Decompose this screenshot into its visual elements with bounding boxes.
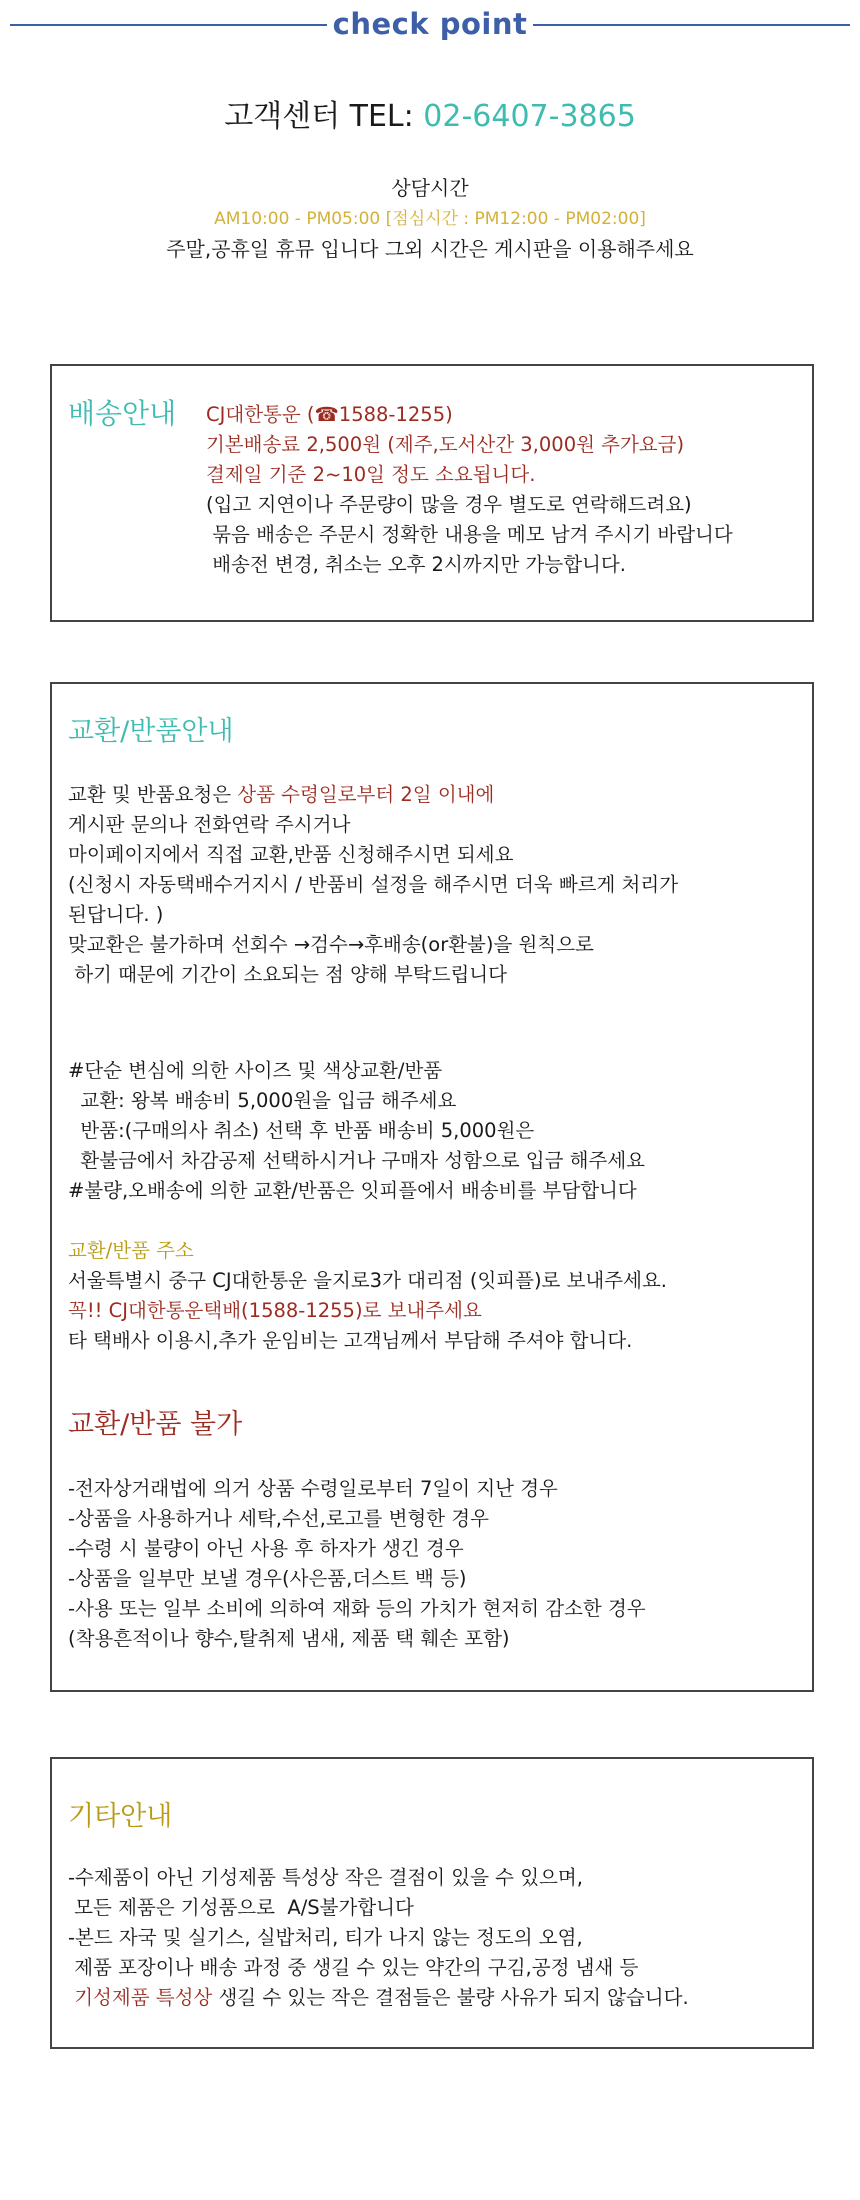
unavailable-line: -상품을 사용하거나 세탁,수선,로고를 변형한 경우 [68, 1507, 489, 1530]
tel-number: 02-6407-3865 [423, 99, 636, 134]
carrier-note: 꼭!! CJ대한통운택배(1588-1255)로 보내주세요 [68, 1299, 482, 1322]
hours-text: AM10:00 - PM05:00 [점심시간 : PM12:00 - PM02:00] [214, 209, 646, 229]
shipping-section [50, 364, 814, 622]
unavailable-line: -상품을 일부만 보낼 경우(사은품,더스트 백 등) [68, 1567, 467, 1590]
policy-line: #불량,오배송에 의한 교환/반품은 잇피플에서 배송비를 부담합니다 [68, 1179, 637, 1202]
intro-line: (신청시 자동택배수거지시 / 반품비 설정을 해주시면 더욱 빠르게 처리가 [68, 873, 679, 896]
exchange-address [68, 1236, 667, 1356]
shipping-lines [206, 400, 733, 580]
address-title: 교환/반품 주소 [68, 1239, 194, 1262]
policy-line: 반품:(구매의사 취소) 선택 후 반품 배송비 5,000원은 [68, 1119, 535, 1142]
shipping-carrier: CJ대한통운 (☎1588-1255) [206, 403, 453, 426]
intro-line: 하기 때문에 기간이 소요되는 점 양해 부탁드립니다 [68, 963, 507, 986]
request-deadline: 상품 수령일로부터 2일 이내에 [237, 783, 495, 806]
etc-line: -본드 자국 및 실기스, 실밥처리, 티가 나지 않는 정도의 오염, [68, 1926, 583, 1949]
etc-line: 제품 포장이나 배송 과정 중 생길 수 있는 약간의 구김,공정 냄새 등 [68, 1956, 639, 1979]
tel-label: 고객센터 TEL: [224, 99, 424, 134]
intro-line: 마이페이지에서 직접 교환,반품 신청해주시면 되세요 [68, 843, 514, 866]
etc-section [50, 1757, 814, 2049]
etc-title: 기타안내 [68, 1801, 173, 1832]
address-text: 서울특별시 중구 CJ대한통운 을지로3가 대리점 (잇피플)로 보내주세요. [68, 1269, 667, 1292]
unavailable-line: (착용흔적이나 향수,탈취제 냄새, 제품 택 훼손 포함) [68, 1627, 510, 1650]
exchange-intro [68, 780, 678, 990]
policy-line: #단순 변심에 의한 사이즈 및 색상교환/반품 [68, 1059, 443, 1082]
shipping-note: 배송전 변경, 취소는 오후 2시까지만 가능합니다. [206, 553, 626, 576]
unavailable-list [68, 1474, 646, 1654]
customer-tel [0, 96, 860, 138]
intro-line: 맞교환은 불가하며 선회수 →검수→후배송(or환불)을 원칙으로 [68, 933, 594, 956]
policy-line: 교환: 왕복 배송비 5,000원을 입금 해주세요 [68, 1089, 457, 1112]
exchange-request-line: 교환 및 반품요청은 상품 수령일로부터 2일 이내에 [68, 783, 495, 806]
unavailable-title: 교환/반품 불가 [68, 1409, 243, 1440]
shipping-note: (입고 지연이나 주문량이 많을 경우 별도로 연락해드려요) [206, 493, 692, 516]
intro-line: 게시판 문의나 전화연락 주시거나 [68, 813, 351, 836]
exchange-title: 교환/반품안내 [68, 716, 234, 747]
etc-highlight: 기성제품 특성상 [68, 1986, 213, 2009]
hours-label: 상담시간 [391, 176, 469, 200]
shipping-fee: 기본배송료 2,500원 (제주,도서산간 3,000원 추가요금) [206, 433, 685, 456]
other-carrier-note: 타 택배사 이용시,추가 운임비는 고객님께서 부담해 주셔야 합니다. [68, 1329, 633, 1352]
page-title: check point [0, 6, 860, 42]
policy-line: 환불금에서 차감공제 선택하시거나 구매자 성함으로 입금 해주세요 [68, 1149, 646, 1172]
unavailable-line: -전자상거래법에 의거 상품 수령일로부터 7일이 지난 경우 [68, 1477, 558, 1500]
exchange-policy [68, 1056, 645, 1206]
etc-line-last: 기성제품 특성상 생길 수 있는 작은 결점들은 불량 사유가 되지 않습니다. [68, 1986, 689, 2009]
etc-lines [68, 1863, 689, 2013]
holiday-note: 주말,공휴일 휴뮤 입니다 그외 시간은 게시판을 이용해주세요 [166, 237, 694, 261]
exchange-section [50, 682, 814, 1692]
shipping-title: 배송안내 [68, 397, 177, 430]
etc-line: -수제품이 아닌 기성제품 특성상 작은 결점이 있을 수 있으며, [68, 1866, 583, 1889]
intro-line: 된답니다. ) [68, 903, 164, 926]
etc-line: 모든 제품은 기성품으로 A/S불가합니다 [68, 1896, 414, 1919]
shipping-note: 묶음 배송은 주문시 정확한 내용을 메모 남겨 주시기 바랍니다 [206, 523, 733, 546]
shipping-duration: 결제일 기준 2~10일 정도 소요됩니다. [206, 463, 536, 486]
unavailable-line: -사용 또는 일부 소비에 의하여 재화 등의 가치가 현저히 감소한 경우 [68, 1597, 646, 1620]
unavailable-line: -수령 시 불량이 아닌 사용 후 하자가 생긴 경우 [68, 1537, 464, 1560]
